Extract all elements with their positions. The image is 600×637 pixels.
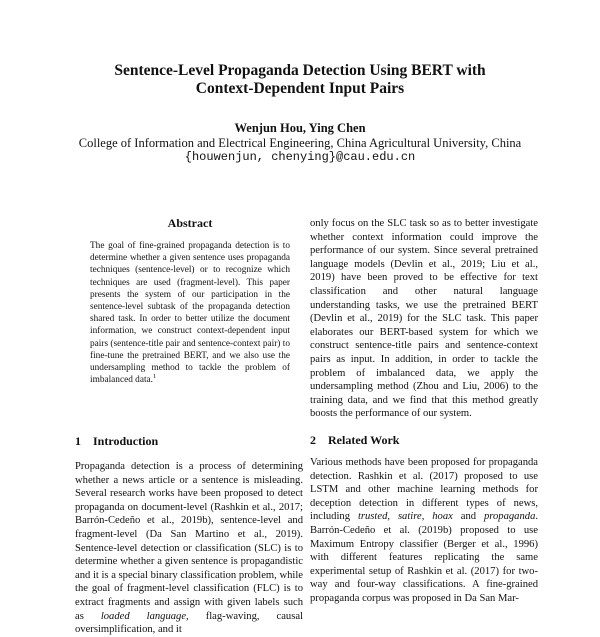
title-line-2: Context-Dependent Input Pairs [195,80,405,97]
related-work-body [310,456,538,606]
section-number: 1 [75,434,81,448]
footnote-mark: 1 [153,373,157,381]
title-line-1: Sentence-Level Propaganda Detection Using BERT with [114,62,486,79]
section-title: Related Work [328,433,400,447]
separator: , [421,511,433,523]
emphasis-hoax: hoax [432,511,453,523]
emphasis-trusted: trusted [357,511,388,523]
intro-emphasis: loaded language, [100,610,189,622]
intro-continued-body [310,217,538,421]
abstract-text: The goal of fine-grained propaganda detection is to determine whether a given sentence uses propaganda techniques (sentence-level) or to recognize which techniques are used (fragment-level). This paper presents the system of our participation in the sentence-level subtask of the propaganda detection shared task. In order to better utilize the document information, we construct context-dependent input pairs (sentence-title pair and sentence-context pair) to fine-tune the pretrained BERT, and we also use the undersampling method to tackle the problem of imbalanced data [90,241,290,386]
intro-text-a: Propaganda detection is a process of determining whether a news article or a sentence is misleading. Several research works have been proposed to detect propaganda on document-level (Rashkin et al., 2017; Barrón-Cedeño et al., 2019b), sentence-level and fragment-level (Da San Martino et al., 2019). Sentence-level detection or classification (SLC) is to determine whether a given sentence is propagandistic and it is a special binary classification problem, while the goal of fragment-level classification (FLC) is to extract fragments and assign with given labels such as [75,461,303,622]
authors: Wenjun Hou, Ying Chen [234,121,366,135]
emphasis-satire: satire [397,511,422,523]
emphasis-propaganda: propaganda [483,511,536,523]
paper-title [0,62,600,98]
introduction-body [75,460,303,637]
intro-text-b: flag-waving, causal oversimplification, and it [75,610,303,636]
abstract-body: The goal of fine-grained propaganda detection is to determine whether a given sentence uses propaganda techniques (sentence-level) or to recognize which techniques are used (fragment-level). This paper presents the system of our participation in the sentence-level subtask of the propaganda detection shared task. In order to better utilize the document information, we construct context-dependent input pairs (sentence-title pair and sentence-context pair) to fine-tune the pretrained BERT, and we also use the undersampling method to tackle the problem of imbalanced data.$^1$ [90,241,290,386]
separator: and [452,511,484,523]
separator: , [387,511,398,523]
author-email: {houwenjun, chenying}@cau.edu.cn [184,150,416,164]
section-title: Introduction [93,434,159,448]
related-text-a: Various methods have been proposed for propaganda detection. Rashkin et al. (2017) proposed to use LSTM and other machine learning methods for deception detection in different types of news, including [310,457,538,523]
section-number: 2 [310,433,316,447]
intro-continued-text: only focus on the SLC task so as to better investigate whether context information could improve the performance of our system. Since several pretrained language models (Devlin et al., 2019; Liu et al., 2019) have been proved to be effective for text classification and other natural language understanding tasks, we use the pretrained BERT (Devlin et al., 2019) for the SLC task. This paper elaborates our BERT-based system for which we construct sentence-title pairs and sentence-context pairs as input. In addition, in order to tackle the problem of imbalanced data, we apply the undersampling method (Zhou and Liu, 2006) to the training data, and we find that this method greatly boosts the performance of our system. [310,218,538,420]
related-work-heading [310,433,399,447]
abstract-heading: Abstract [167,216,213,230]
affiliation: College of Information and Electrical Engineering, China Agricultural University, China [78,136,522,150]
related-text-b: . Barrón-Cedeño et al. (2019b) proposed to use Maximum Entropy classifier (Berger et al., 1996) with different features replicating the same experimental setup of Rashkin et al. (2017) for two-way and four-way classifications. A fine-grained propaganda corpus was proposed in Da San Mar- [310,511,539,604]
introduction-heading [75,434,158,448]
